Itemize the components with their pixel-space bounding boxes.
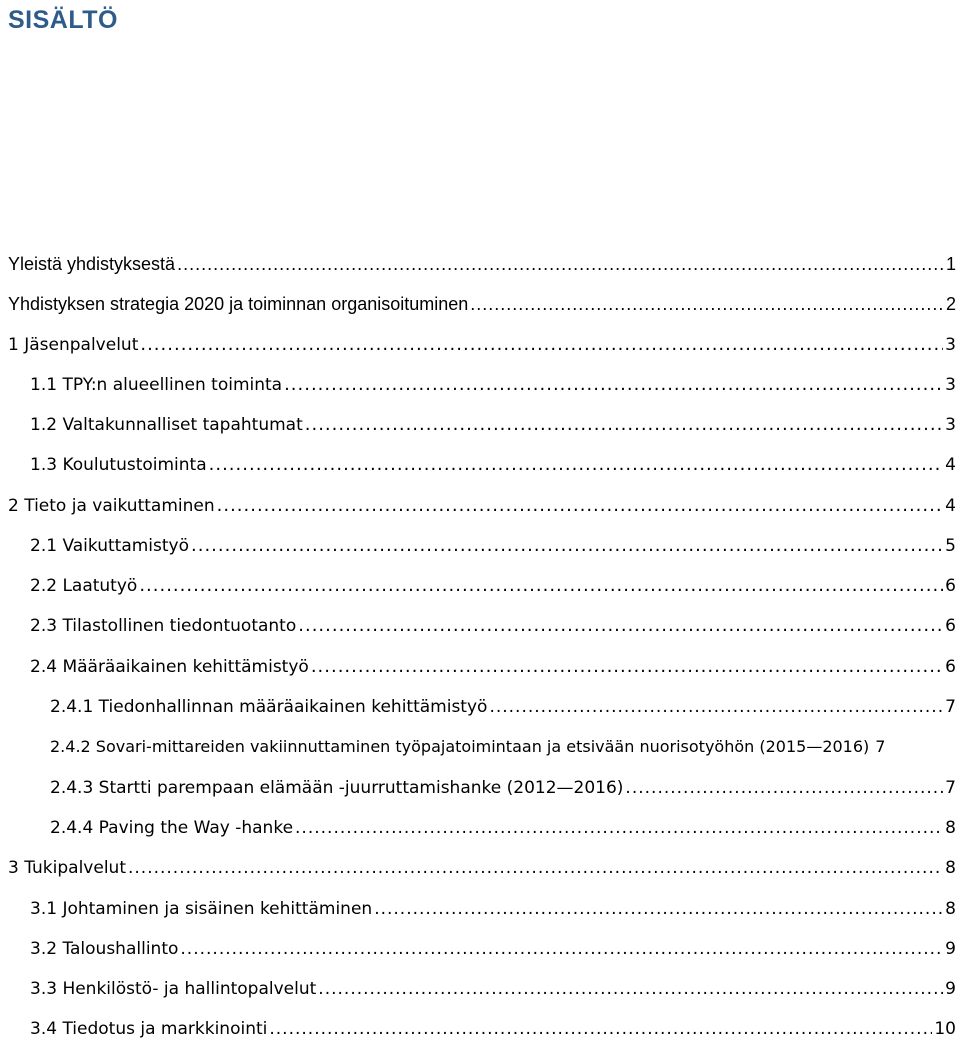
toc-entry[interactable] xyxy=(8,292,956,316)
toc-entry-label: 3.4 Tiedotus ja markkinointi xyxy=(30,1019,268,1039)
toc-entry[interactable] xyxy=(8,333,956,357)
toc-entry-page: 4 xyxy=(945,455,956,475)
dot-leader xyxy=(140,333,943,357)
toc-entry-label: 2 Tieto ja vaikuttaminen xyxy=(8,496,215,516)
dot-leader xyxy=(217,494,944,518)
toc-entry[interactable] xyxy=(30,977,956,1001)
toc-entry-page: 2 xyxy=(945,294,956,314)
toc-entry[interactable] xyxy=(8,252,956,276)
toc-entry-page: 7 xyxy=(945,778,956,798)
dot-leader xyxy=(295,816,943,840)
dot-leader xyxy=(139,574,943,598)
toc-entry-label: 1 Jäsenpalvelut xyxy=(8,335,139,355)
toc-entry-page: 5 xyxy=(945,536,956,556)
toc-entry[interactable] xyxy=(8,856,956,880)
toc-entry-label: 1.2 Valtakunnalliset tapahtumat xyxy=(30,415,303,435)
toc-entry-page: 9 xyxy=(945,979,956,999)
toc-entry[interactable] xyxy=(50,695,956,719)
toc-entry-label: 2.4.1 Tiedonhallinnan määräaikainen kehittämistyö xyxy=(50,697,488,717)
toc-entry-page: 8 xyxy=(945,858,956,878)
toc-entry-page: 6 xyxy=(945,576,956,596)
toc-entry-label: 2.4 Määräaikainen kehittämistyö xyxy=(30,657,309,677)
toc-entry-page: 3 xyxy=(945,415,956,435)
dot-leader xyxy=(298,614,943,638)
toc-entry-label: 2.1 Vaikuttamistyö xyxy=(30,536,190,556)
toc-entry[interactable] xyxy=(50,735,956,759)
toc-entry-label: 3 Tukipalvelut xyxy=(8,858,126,878)
toc-entry-label: Yhdistyksen strategia 2020 ja toiminnan organisoituminen xyxy=(8,294,469,314)
toc-entry[interactable] xyxy=(30,1017,956,1041)
toc-entry[interactable] xyxy=(8,494,956,518)
toc-entry[interactable] xyxy=(50,816,956,840)
toc-entry[interactable] xyxy=(30,937,956,961)
dot-leader xyxy=(470,292,944,316)
dot-leader xyxy=(209,453,944,477)
toc-entry-page: 3 xyxy=(945,335,956,355)
dot-leader xyxy=(269,1017,932,1041)
toc-entry-page: 8 xyxy=(945,818,956,838)
toc-entry[interactable] xyxy=(30,655,956,679)
dot-leader xyxy=(489,695,943,719)
toc-entry-label: 3.3 Henkilöstö- ja hallintopalvelut xyxy=(30,979,317,999)
dot-leader xyxy=(374,897,943,921)
toc-entry-label: 1.3 Koulutustoiminta xyxy=(30,455,207,475)
dot-leader xyxy=(625,776,943,800)
toc-entry-label: Yleistä yhdistyksestä xyxy=(8,254,176,274)
dot-leader xyxy=(284,373,943,397)
dot-leader xyxy=(128,856,943,880)
toc-entry[interactable] xyxy=(30,534,956,558)
toc-entry-page: 4 xyxy=(945,496,956,516)
toc-entry-page: 1 xyxy=(945,254,956,274)
toc-entry-label: 1.1 TPY:n alueellinen toiminta xyxy=(30,375,283,395)
dot-leader xyxy=(191,534,943,558)
toc-entry-page: 3 xyxy=(945,375,956,395)
toc-entry[interactable] xyxy=(50,776,956,800)
toc-entry-label: 2.3 Tilastollinen tiedontuotanto xyxy=(30,616,297,636)
dot-leader xyxy=(177,252,944,276)
dot-leader xyxy=(318,977,943,1001)
toc-entry[interactable] xyxy=(30,373,956,397)
toc-entry-label: 3.1 Johtaminen ja sisäinen kehittäminen xyxy=(30,899,373,919)
toc-entry-label: 2.4.2 Sovari-mittareiden vakiinnuttaminen työpajatoimintaan ja etsivään nuorisotyöhön (2015—2016) xyxy=(50,737,870,756)
toc-entry-label: 2.4.3 Startti parempaan elämään -juurruttamishanke (2012—2016) xyxy=(50,778,624,798)
toc-entry-label: 2.2 Laatutyö xyxy=(30,576,138,596)
dot-leader xyxy=(305,413,943,437)
dot-leader xyxy=(311,655,943,679)
toc-entry-page: 7 xyxy=(945,697,956,717)
toc-entry[interactable] xyxy=(30,614,956,638)
toc-entry-page: 6 xyxy=(945,616,956,636)
toc-entry[interactable] xyxy=(30,413,956,437)
toc-entry-page: 6 xyxy=(945,657,956,677)
toc-entry[interactable] xyxy=(30,897,956,921)
toc-entry-page: 9 xyxy=(945,939,956,959)
toc-entry-page: 10 xyxy=(934,1019,956,1039)
dot-leader xyxy=(180,937,943,961)
toc-entry-label: 2.4.4 Paving the Way -hanke xyxy=(50,818,294,838)
toc-entry[interactable] xyxy=(30,453,956,477)
toc-entry-page: 7 xyxy=(875,737,886,756)
page-title: SISÄLTÖ xyxy=(8,6,118,34)
toc-entry[interactable] xyxy=(30,574,956,598)
toc-entry-page: 8 xyxy=(945,899,956,919)
toc-entry-label: 3.2 Taloushallinto xyxy=(30,939,179,959)
